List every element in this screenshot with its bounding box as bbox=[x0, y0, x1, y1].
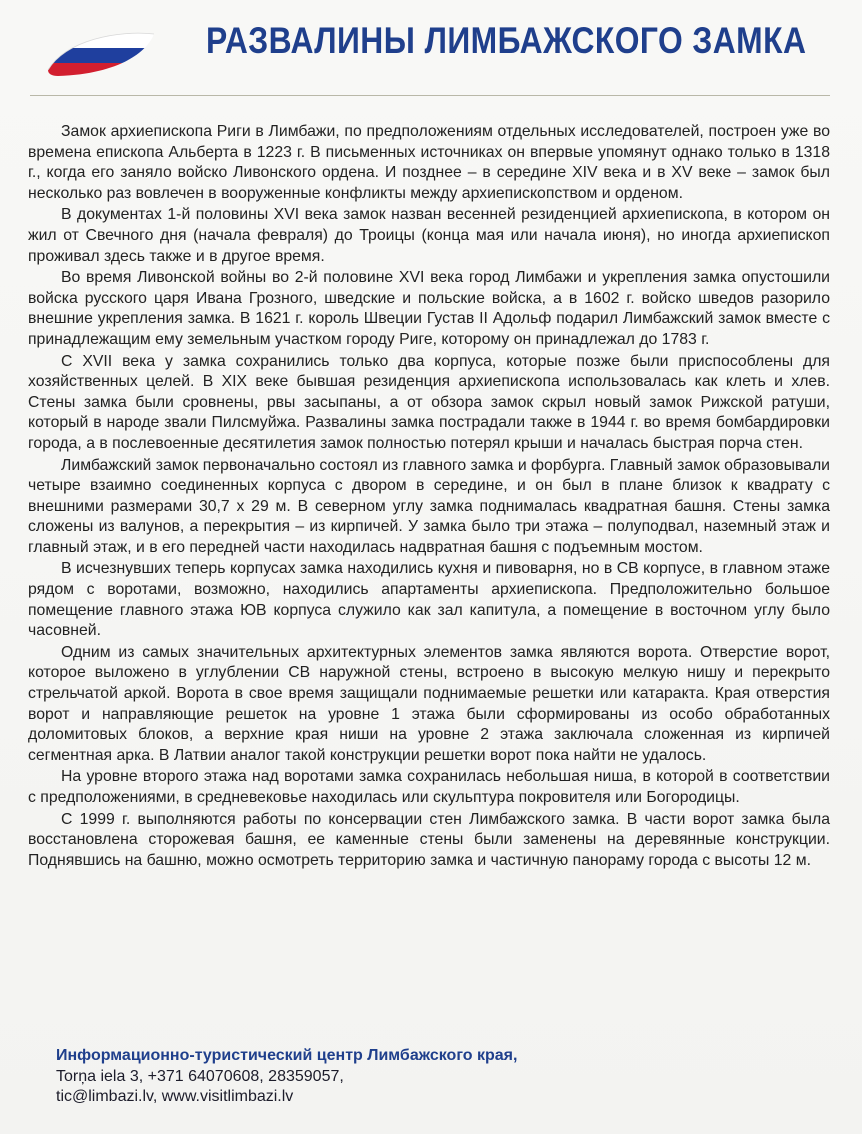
article-body bbox=[28, 122, 830, 872]
paragraph: В исчезнувших теперь корпусах замка находились кухня и пивоварня, но в СВ корпусе, в главном этаже рядом с воротами, возможно, находились апартаменты архиепископа. Предположительно большое помещение главного этажа ЮВ корпуса служило как зал капитула, а помещение в восточном углу было часовней. bbox=[28, 560, 830, 640]
address-line: Torņa iela 3, +371 64070608, 28359057, bbox=[56, 1067, 344, 1085]
paragraph: Во время Ливонской войны во 2-й половине XVI века город Лимбажи и укрепления замка опустошили войска русского царя Ивана Грозного, шведские и польские войска, а в 1602 г. войско шведов разорило внешние укрепления замка. В 1621 г. король Швеции Густав II Адольф подарил Лимбажский замок вместе с принадлежащим ему земельным участком городу Риге, которому он принадлежал до 1783 г. bbox=[28, 269, 830, 348]
paragraph: С 1999 г. выполняются работы по консервации стен Лимбажского замка. В части ворот замка была восстановлена сторожевая башня, ее каменные стены были заменены на деревянные конструкции. Поднявшись на башню, можно осмотреть территорию замка и частичную панораму города с высоты 12 м. bbox=[28, 810, 830, 869]
paragraph: С XVII века у замка сохранились только два корпуса, которые позже были приспособлены для хозяйственных целей. В XIX веке бывшая резиденция архиепископа использовалась как клеть и хлев. Стены замка были сровнены, рвы засыпаны, а от обзора замок скрыл новый замок Рижской ратуши, который в народе звали Пилсмуйжа. Развалины замка пострадали также в 1944 г. во время бомбардировки города, а в послевоенные десятилетия замок полностью потерял крыши и началась быстрая порча стен. bbox=[28, 352, 830, 452]
organization-name: Информационно-туристический центр Лимбажского края, bbox=[56, 1047, 518, 1064]
russian-flag-icon bbox=[38, 30, 158, 80]
paragraph: В документах 1-й половины XVI века замок назван весенней резиденцией архиепископа, в котором он жил от Свечного дня (начала февраля) до Троицы (конца мая или начала июня), но иногда архиепископ проживал здесь также и в другое время. bbox=[28, 206, 830, 265]
flag-stripe-red bbox=[38, 63, 158, 80]
contact-line: tic@limbazi.lv, www.visitlimbazi.lv bbox=[56, 1088, 294, 1105]
contact-footer bbox=[56, 1046, 517, 1108]
paragraph: Лимбажский замок первоначально состоял из главного замка и форбурга. Главный замок образовывали четыре взаимно соединенных корпуса с двором в середине, и он был в плане близок к квадрату с внешними размерами 30,7 x 29 м. В северном углу замка поднималась квадратная башня. Стены замка сложены из валунов, а перекрытия – из кирпичей. У замка было три этажа – полуподвал, наземный этаж и главный этаж, и в его передней части находилась надвратная башня с подъемным мостом. bbox=[28, 456, 830, 556]
flag-stripe-blue bbox=[38, 48, 158, 63]
paragraph: Замок архиепископа Риги в Лимбажи, по предположениям отдельных исследователей, построен уже во времена епископа Альберта в 1223 г. В письменных источниках он впервые упомянут однако только в 1318 г., когда его заняло войско Ливонского ордена. И позднее – в середине XIV века и в XV веке – замок был несколько раз вовлечен в вооруженные конфликты между архиепископством и орденом. bbox=[28, 123, 830, 202]
paragraph: На уровне второго этажа над воротами замка сохранилась небольшая ниша, в которой в соответствии с предположениями, в средневековье находилась или скульптура покровителя или Богородицы. bbox=[28, 768, 830, 806]
page-title: РАЗВАЛИНЫ ЛИМБАЖСКОГО ЗАМКА bbox=[206, 20, 807, 61]
title-divider bbox=[30, 95, 830, 96]
paragraph: Одним из самых значительных архитектурных элементов замка являются ворота. Отверстие ворот, которое выложено в углублении СВ наружной стены, встроено в высокую мелкую нишу и перекрыто стрельчатой аркой. Ворота в свое время защищали поднимаемые решетки или катаракта. Края отверстия ворот и направляющие решеток на уровне 1 этажа были сформированы из особо обработанных доломитовых блоков, а верхние края ниши на уровне 2 этажа заключала сложенная из кирпичей сегментная арка. В Латвии аналог такой конструкции решетки ворот пока найти не удалось. bbox=[28, 643, 830, 764]
